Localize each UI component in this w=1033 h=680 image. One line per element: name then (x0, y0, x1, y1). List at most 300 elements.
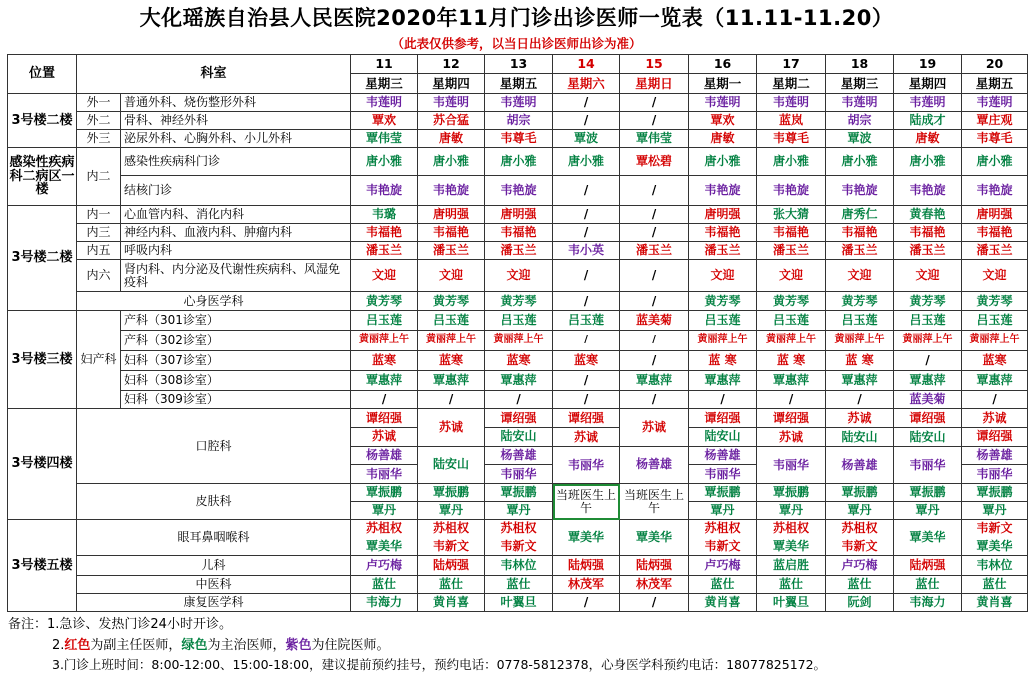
doctor-name: 谭绍强 (962, 428, 1027, 447)
dept-name: 心血管内科、消化内科 (121, 206, 351, 224)
legend-green-desc: 为主治医师， (207, 638, 286, 653)
schedule-cell: 张大猜 (757, 206, 826, 224)
oral-dept-cell (351, 409, 418, 484)
doctor-name: 苏诚 (962, 409, 1027, 428)
doctor-name: 谭绍强 (351, 409, 417, 428)
schedule-cell: 蓝 寒 (826, 351, 894, 371)
schedule-cell: 覃丹 (757, 502, 826, 520)
schedule-cell: 黄丽萍上午 (757, 331, 826, 351)
schedule-cell: 唐小雅 (351, 148, 418, 176)
schedule-cell: 潘玉兰 (826, 242, 894, 260)
table-row (8, 224, 1028, 242)
schedule-cell: 覃美华 (757, 538, 826, 556)
schedule-cell: 唐小雅 (894, 148, 962, 176)
schedule-cell: 胡宗 (826, 112, 894, 130)
schedule-cell: 韦海力 (894, 594, 962, 612)
schedule-cell: / (620, 112, 689, 130)
dept-code: 外三 (77, 130, 121, 148)
header-location: 位置 (8, 55, 77, 94)
schedule-cell: 覃惠萍 (418, 371, 485, 391)
location-label: 感染性疾病科二病区一楼 (8, 148, 77, 206)
schedule-cell: / (620, 292, 689, 311)
dept-code: 外二 (77, 112, 121, 130)
schedule-cell: 黄芳琴 (962, 292, 1028, 311)
schedule-cell: / (553, 371, 620, 391)
schedule-cell: 陆炳强 (620, 556, 689, 576)
schedule-cell: 唐小雅 (689, 148, 757, 176)
page-subtitle: （此表仅供参考，以当日出诊医师出诊为准） (391, 36, 642, 51)
schedule-cell: / (553, 94, 620, 112)
schedule-cell: 覃惠萍 (757, 371, 826, 391)
schedule-cell: 黄肖喜 (689, 594, 757, 612)
header-weekday: 星期四 (894, 74, 962, 94)
legend-purple: 紫色 (285, 638, 312, 653)
schedule-cell: 韦艳旋 (894, 176, 962, 206)
schedule-cell: 覃丹 (826, 502, 894, 520)
schedule-cell: / (351, 391, 418, 409)
schedule-cell: 文迎 (894, 260, 962, 292)
schedule-cell: 韦艳旋 (826, 176, 894, 206)
schedule-cell: 黄肖喜 (962, 594, 1028, 612)
schedule-cell: 唐明强 (485, 206, 553, 224)
schedule-cell: 黄肖喜 (418, 594, 485, 612)
schedule-cell: / (689, 391, 757, 409)
table-row (8, 292, 1028, 311)
schedule-cell: 覃丹 (485, 502, 553, 520)
duty-doctor-cell: 当班医生上午 (553, 484, 620, 520)
schedule-cell: 韦新文 (826, 538, 894, 556)
schedule-cell: 黄丽萍上午 (418, 331, 485, 351)
schedule-cell: / (553, 112, 620, 130)
schedule-cell: 黄芳琴 (351, 292, 418, 311)
table-row (8, 130, 1028, 148)
legend-green: 绿色 (181, 638, 208, 653)
doctor-name: 谭绍强 (894, 409, 961, 428)
header-date: 20 (962, 55, 1028, 74)
page-title: 大化瑶族自治县人民医院2020年11月门诊出诊医师一览表（11.11-11.20） (139, 6, 894, 30)
header-weekday: 星期三 (826, 74, 894, 94)
schedule-cell: / (620, 260, 689, 292)
oral-dept-cell (553, 409, 620, 484)
schedule-cell: 蓝仕 (485, 576, 553, 594)
schedule-cell: 吕玉莲 (351, 311, 418, 331)
doctor-name: 杨善雄 (485, 447, 552, 466)
doctor-name: 韦丽华 (773, 457, 810, 472)
schedule-cell: 潘玉兰 (757, 242, 826, 260)
schedule-cell: 吕玉莲 (962, 311, 1028, 331)
schedule-cell: 林茂军 (620, 576, 689, 594)
doctor-name: 谭绍强 (757, 409, 825, 428)
schedule-cell: 韦福艳 (485, 224, 553, 242)
schedule-cell: 文迎 (826, 260, 894, 292)
schedule-cell: 蓝美菊 (894, 391, 962, 409)
doctor-name: 陆安山 (894, 428, 961, 447)
dept-code: 内六 (77, 260, 121, 292)
note-num: 2. (52, 638, 65, 653)
schedule-cell: 覃振鹏 (962, 484, 1028, 502)
schedule-cell: 覃惠萍 (826, 371, 894, 391)
schedule-cell: / (485, 391, 553, 409)
schedule-cell: 文迎 (485, 260, 553, 292)
schedule-cell: 韦海力 (351, 594, 418, 612)
header-date: 19 (894, 55, 962, 74)
schedule-cell: 韦莲明 (418, 94, 485, 112)
schedule-cell: / (757, 391, 826, 409)
dept-name: 妇科（308诊室） (121, 371, 351, 391)
header-weekday: 星期二 (757, 74, 826, 94)
doctor-name: 韦丽华 (909, 457, 946, 472)
schedule-cell: 覃惠萍 (485, 371, 553, 391)
header-date: 14 (553, 55, 620, 74)
header-date: 13 (485, 55, 553, 74)
doctor-name: 苏诚 (826, 409, 893, 428)
schedule-cell: 覃伟莹 (351, 130, 418, 148)
oral-dept-cell (418, 409, 485, 484)
schedule-cell: 覃伟莹 (620, 130, 689, 148)
schedule-table (7, 54, 1028, 612)
schedule-cell: 韦艳旋 (418, 176, 485, 206)
schedule-cell: / (826, 391, 894, 409)
schedule-cell: 唐敏 (689, 130, 757, 148)
dept-name: 儿科 (77, 556, 351, 576)
location-label: 3号楼三楼 (8, 311, 77, 409)
schedule-cell: 韦福艳 (418, 224, 485, 242)
schedule-cell: 覃丹 (894, 502, 962, 520)
schedule-cell: 覃波 (826, 130, 894, 148)
schedule-cell: 文迎 (962, 260, 1028, 292)
schedule-cell: 覃欢 (351, 112, 418, 130)
schedule-cell: 文迎 (757, 260, 826, 292)
schedule-cell: 韦小英 (553, 242, 620, 260)
schedule-cell: 覃庄观 (962, 112, 1028, 130)
location-label: 3号楼四楼 (8, 409, 77, 520)
schedule-cell: 黄芳琴 (689, 292, 757, 311)
schedule-cell: 韦尊毛 (485, 130, 553, 148)
schedule-cell: 韦新文 (962, 520, 1028, 538)
schedule-cell: 苏柤权 (757, 520, 826, 538)
schedule-cell: 蓝寒 (962, 351, 1028, 371)
dept-name: 感染性疾病科门诊 (121, 148, 351, 176)
schedule-cell: 韦福艳 (757, 224, 826, 242)
schedule-cell: 覃惠萍 (962, 371, 1028, 391)
schedule-cell: 覃惠萍 (689, 371, 757, 391)
schedule-cell: 覃惠萍 (351, 371, 418, 391)
schedule-cell: 黄丽萍上午 (351, 331, 418, 351)
dept-name: 产科（301诊室） (121, 311, 351, 331)
schedule-cell: / (962, 391, 1028, 409)
dept-name: 皮肤科 (77, 484, 351, 520)
schedule-cell: 覃振鹏 (485, 484, 553, 502)
doctor-name: 陆安山 (826, 428, 893, 447)
schedule-cell: 蓝仕 (351, 576, 418, 594)
schedule-cell: / (553, 292, 620, 311)
schedule-cell: 韦莲明 (826, 94, 894, 112)
schedule-cell: / (553, 224, 620, 242)
schedule-cell: 潘玉兰 (894, 242, 962, 260)
schedule-cell: 潘玉兰 (418, 242, 485, 260)
schedule-cell: 唐小雅 (826, 148, 894, 176)
schedule-cell: 黄丽萍上午 (485, 331, 553, 351)
schedule-cell: 卢巧梅 (689, 556, 757, 576)
schedule-cell: 覃美华 (351, 538, 418, 556)
header-weekday: 星期五 (485, 74, 553, 94)
table-row (8, 409, 1028, 428)
schedule-cell: / (553, 391, 620, 409)
dept-name: 肾内科、内分泌及代谢性疾病科、风湿免疫科 (121, 260, 351, 292)
table-row (8, 520, 1028, 538)
schedule-cell: 唐小雅 (757, 148, 826, 176)
schedule-cell: 蓝仕 (757, 576, 826, 594)
oral-dept-cell (757, 409, 826, 484)
schedule-cell: 覃美华 (894, 520, 962, 556)
table-row (8, 242, 1028, 260)
doctor-name: 苏诚 (553, 428, 619, 447)
table-row (8, 260, 1028, 292)
location-label: 3号楼二楼 (8, 94, 77, 148)
schedule-cell: 覃振鹏 (689, 484, 757, 502)
schedule-cell: 唐敏 (418, 130, 485, 148)
schedule-cell: 覃松碧 (620, 148, 689, 176)
dept-code: 内一 (77, 206, 121, 224)
doctor-name: 杨善雄 (962, 447, 1027, 466)
schedule-cell: 潘玉兰 (689, 242, 757, 260)
header-department: 科室 (77, 55, 351, 94)
schedule-cell: 覃丹 (351, 502, 418, 520)
dept-code: 内五 (77, 242, 121, 260)
doctor-name: 韦丽华 (366, 466, 403, 481)
schedule-cell: 韦莲明 (757, 94, 826, 112)
schedule-cell: 韦福艳 (351, 224, 418, 242)
schedule-cell: 韦林位 (962, 556, 1028, 576)
table-row (8, 112, 1028, 130)
schedule-cell: 韦艳旋 (689, 176, 757, 206)
schedule-cell: / (894, 351, 962, 371)
oral-dept-cell (894, 409, 962, 484)
schedule-cell: 苏柤权 (689, 520, 757, 538)
note-line-3: 3.门诊上班时间：8:00-12:00、15:00-18:00，建议提前预约挂号，预约电话：0778-5812378，心身医学科预约电话：18077825172。 (52, 657, 827, 672)
schedule-cell: 陆炳强 (553, 556, 620, 576)
schedule-cell: 苏柤权 (351, 520, 418, 538)
schedule-cell: / (553, 331, 620, 351)
schedule-cell: 黄芳琴 (418, 292, 485, 311)
schedule-cell: 黄芳琴 (826, 292, 894, 311)
schedule-cell: 蓝寒 (485, 351, 553, 371)
schedule-cell: 蓝寒 (418, 351, 485, 371)
schedule-cell: 韦尊毛 (757, 130, 826, 148)
schedule-cell: 文迎 (689, 260, 757, 292)
schedule-cell: 韦新文 (418, 538, 485, 556)
header-date: 12 (418, 55, 485, 74)
schedule-cell: 覃美华 (620, 520, 689, 556)
schedule-cell: 潘玉兰 (620, 242, 689, 260)
schedule-cell: 韦莲明 (485, 94, 553, 112)
schedule-cell: 蓝美菊 (620, 311, 689, 331)
dept-name: 骨科、神经外科 (121, 112, 351, 130)
oral-dept-cell (826, 409, 894, 484)
header-date: 18 (826, 55, 894, 74)
header-date: 15 (620, 55, 689, 74)
doctor-name: 韦丽华 (704, 466, 741, 481)
schedule-cell: / (620, 331, 689, 351)
schedule-cell: 覃美华 (553, 520, 620, 556)
schedule-cell: 叶翼旦 (485, 594, 553, 612)
table-row (8, 148, 1028, 176)
schedule-cell: / (418, 391, 485, 409)
schedule-cell: 吕玉莲 (485, 311, 553, 331)
dept-name: 产科（302诊室） (121, 331, 351, 351)
doctor-name: 苏诚 (351, 428, 417, 447)
table-row (8, 371, 1028, 391)
doctor-name: 苏诚 (620, 409, 688, 447)
oral-dept-cell (689, 409, 757, 484)
schedule-cell: 韦新文 (485, 538, 553, 556)
schedule-cell: 文迎 (351, 260, 418, 292)
oral-dept-cell (620, 409, 689, 484)
schedule-cell: 潘玉兰 (351, 242, 418, 260)
schedule-cell: 蓝启胜 (757, 556, 826, 576)
schedule-cell: 韦莲明 (894, 94, 962, 112)
schedule-cell: 韦艳旋 (757, 176, 826, 206)
schedule-cell: / (553, 176, 620, 206)
dept-code: 外一 (77, 94, 121, 112)
doctor-name: 杨善雄 (841, 457, 878, 472)
table-row (8, 176, 1028, 206)
table-row (8, 351, 1028, 371)
schedule-cell: 苏柤权 (418, 520, 485, 538)
schedule-cell: 韦莲明 (351, 94, 418, 112)
dept-name: 泌尿外科、心胸外科、小儿外科 (121, 130, 351, 148)
doctor-name: 韦丽华 (976, 466, 1013, 481)
doctor-name: 谭绍强 (485, 409, 552, 428)
schedule-cell: 覃振鹏 (757, 484, 826, 502)
schedule-cell: 胡宗 (485, 112, 553, 130)
schedule-cell: 苏柤权 (485, 520, 553, 538)
doctor-name: 谭绍强 (689, 409, 756, 428)
schedule-cell: 陆炳强 (894, 556, 962, 576)
table-row (8, 206, 1028, 224)
header-weekday: 星期日 (620, 74, 689, 94)
header-date: 11 (351, 55, 418, 74)
schedule-cell: 黄芳琴 (485, 292, 553, 311)
table-row (8, 391, 1028, 409)
schedule-cell: 卢巧梅 (826, 556, 894, 576)
schedule-cell: / (620, 351, 689, 371)
doctor-name: 陆安山 (433, 457, 470, 472)
schedule-cell: 蓝 寒 (689, 351, 757, 371)
table-row (8, 556, 1028, 576)
schedule-cell: 唐明强 (418, 206, 485, 224)
schedule-cell: / (620, 224, 689, 242)
legend-purple-desc: 为住院医师。 (311, 638, 390, 653)
schedule-cell: / (553, 206, 620, 224)
table-row (8, 484, 1028, 502)
doctor-name: 杨善雄 (689, 447, 756, 466)
schedule-cell: 黄丽萍上午 (689, 331, 757, 351)
schedule-cell: 唐小雅 (418, 148, 485, 176)
table-row (8, 311, 1028, 331)
schedule-cell: 吕玉莲 (689, 311, 757, 331)
schedule-cell: 唐小雅 (485, 148, 553, 176)
schedule-cell: 覃欢 (689, 112, 757, 130)
schedule-cell: 韦福艳 (826, 224, 894, 242)
schedule-cell: 蓝 寒 (757, 351, 826, 371)
schedule-cell: 韦福艳 (962, 224, 1028, 242)
schedule-cell: 覃丹 (962, 502, 1028, 520)
schedule-cell: / (620, 94, 689, 112)
dept-name: 妇科（309诊室） (121, 391, 351, 409)
schedule-cell: 韦艳旋 (485, 176, 553, 206)
table-row (8, 594, 1028, 612)
dept-name: 呼吸内科 (121, 242, 351, 260)
schedule-cell: 韦尊毛 (962, 130, 1028, 148)
schedule-cell: 吕玉莲 (826, 311, 894, 331)
schedule-cell: 蓝寒 (553, 351, 620, 371)
schedule-cell: / (620, 176, 689, 206)
schedule-cell: 韦新文 (689, 538, 757, 556)
oral-dept-cell (962, 409, 1028, 484)
doctor-name: 陆安山 (485, 428, 552, 447)
location-label: 3号楼二楼 (8, 206, 77, 311)
schedule-cell: 韦艳旋 (351, 176, 418, 206)
doctor-name: 韦丽华 (500, 466, 537, 481)
table-row (8, 576, 1028, 594)
schedule-cell: 苏柤权 (826, 520, 894, 538)
header-weekday: 星期四 (418, 74, 485, 94)
schedule-cell: 吕玉莲 (894, 311, 962, 331)
duty-doctor-cell: 当班医生上午 (620, 484, 689, 520)
dept-name: 眼耳鼻咽喉科 (77, 520, 351, 556)
schedule-cell: 黄春艳 (894, 206, 962, 224)
schedule-cell: 覃美华 (962, 538, 1028, 556)
schedule-cell: 韦林位 (485, 556, 553, 576)
schedule-cell: 唐小雅 (962, 148, 1028, 176)
note-line-1: 备注：1.急诊、发热门诊24小时开诊。 (8, 617, 232, 632)
doctor-name: 韦丽华 (568, 457, 605, 472)
schedule-cell: 韦璐 (351, 206, 418, 224)
legend-red-desc: 为副主任医师， (90, 638, 182, 653)
schedule-cell: 蓝岚 (757, 112, 826, 130)
schedule-cell: 黄丽萍上午 (826, 331, 894, 351)
schedule-cell: / (553, 594, 620, 612)
dept-code: 内二 (77, 148, 121, 206)
dept-name: 口腔科 (77, 409, 351, 484)
schedule-cell: 潘玉兰 (962, 242, 1028, 260)
table-row (8, 55, 1028, 74)
doctor-name: 苏诚 (418, 409, 484, 447)
schedule-cell: 蓝仕 (894, 576, 962, 594)
schedule-cell: / (620, 594, 689, 612)
schedule-cell: 唐明强 (962, 206, 1028, 224)
header-weekday: 星期三 (351, 74, 418, 94)
schedule-cell: 黄丽萍上午 (962, 331, 1028, 351)
schedule-cell: 潘玉兰 (485, 242, 553, 260)
schedule-cell: 苏合猛 (418, 112, 485, 130)
header-date: 16 (689, 55, 757, 74)
schedule-cell: 韦莲明 (962, 94, 1028, 112)
schedule-cell: 吕玉莲 (757, 311, 826, 331)
schedule-cell: 覃惠萍 (620, 371, 689, 391)
schedule-cell: 覃振鹏 (418, 484, 485, 502)
schedule-cell: 唐敏 (894, 130, 962, 148)
schedule-cell: 蓝寒 (351, 351, 418, 371)
schedule-cell: 蓝仕 (689, 576, 757, 594)
schedule-cell: 唐明强 (689, 206, 757, 224)
dept-code: 内三 (77, 224, 121, 242)
schedule-cell: 蓝仕 (962, 576, 1028, 594)
schedule-cell: 韦莲明 (689, 94, 757, 112)
dept-name: 结核门诊 (121, 176, 351, 206)
dept-name: 康复医学科 (77, 594, 351, 612)
